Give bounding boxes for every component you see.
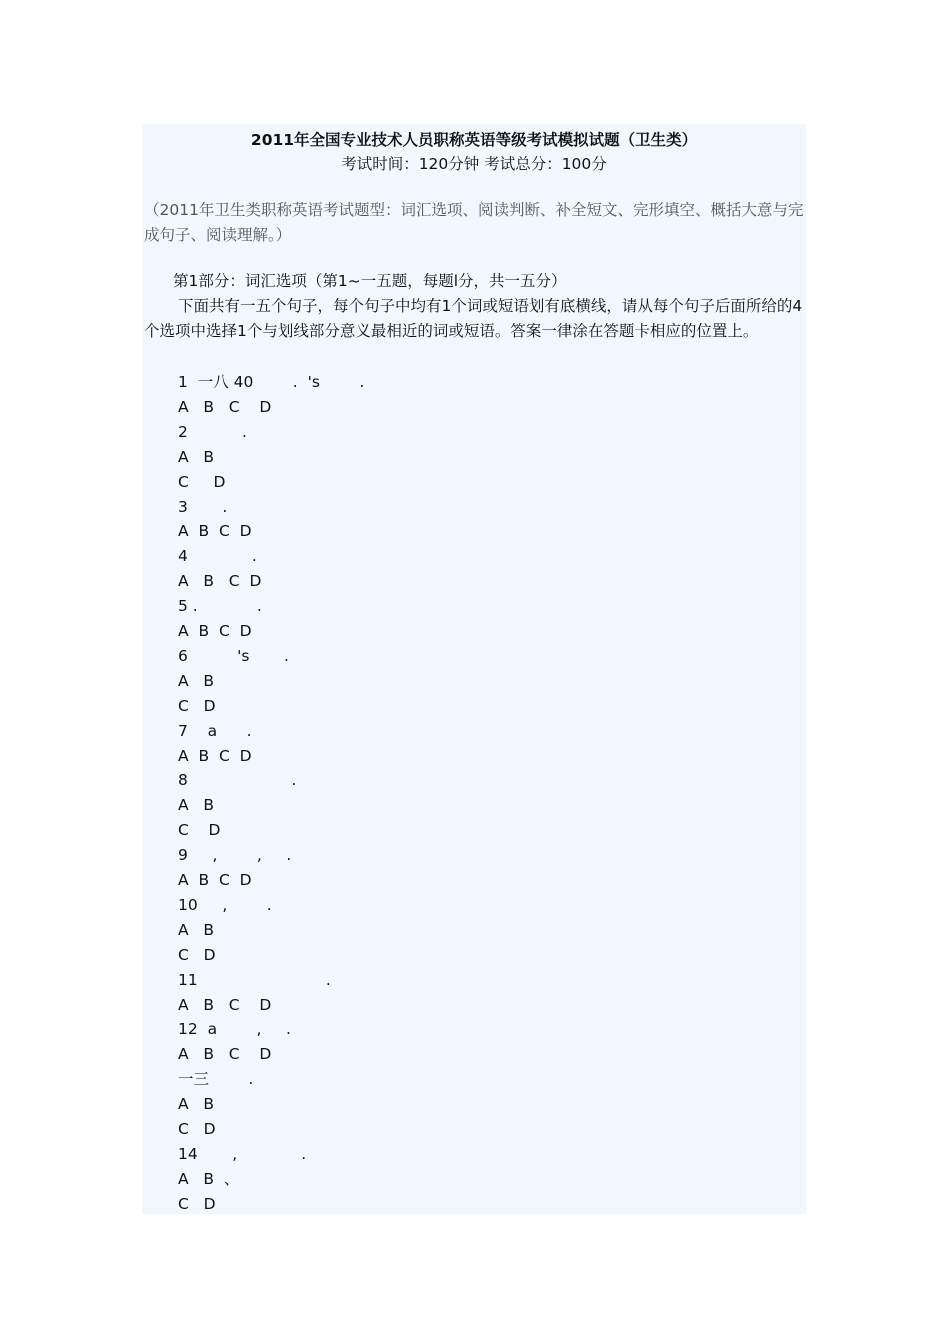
question-line: C D: [178, 1120, 216, 1138]
question-line: 12 a , .: [178, 1020, 291, 1039]
question-line: 1 一八 40 . 's .: [178, 373, 365, 391]
document-page: [142, 124, 806, 1214]
question-line: 11 .: [178, 970, 331, 989]
question-line: 9 , , .: [178, 846, 292, 865]
question-line: 一三 .: [178, 1070, 254, 1089]
question-line: 8 .: [178, 771, 297, 790]
question-line: 5 . .: [178, 597, 262, 616]
exam-info: 考试时间：120分钟 考试总分：100分: [341, 155, 607, 173]
question-line: C D: [178, 821, 221, 840]
question-line: 6 's .: [178, 646, 289, 665]
question-line: 14 , .: [178, 1144, 307, 1163]
document-title: 2011年全国专业技术人员职称英语等级考试模拟试题（卫生类）: [250, 131, 698, 149]
question-line: A B: [178, 920, 215, 939]
question-line: 4 .: [178, 547, 257, 566]
question-line: A B C D: [178, 622, 252, 640]
question-line: A B C D: [178, 1045, 272, 1064]
section-heading: 第1部分：词汇选项（第1~一五题，每题l分，共一五分）: [173, 272, 567, 290]
question-line: A B: [178, 671, 215, 690]
question-line: A B 、: [178, 1169, 240, 1188]
question-line: A B C D: [178, 397, 272, 416]
question-line: A B C D: [178, 572, 262, 591]
question-line: C D: [178, 696, 216, 715]
question-line: C D: [178, 945, 216, 964]
question-line: A B: [178, 447, 215, 466]
question-line: A B C D: [178, 522, 252, 541]
section-instructions: 下面共有一五个句子，每个句子中均有1个词或短语划有底横线，请从每个句子后面所给的4个选项中选择1个与划线部分意义最相近的词或短语。答案一律涂在答题卡相应的位置上。: [144, 297, 803, 340]
question-line: C D: [178, 1194, 216, 1213]
question-line: 7 a .: [178, 721, 252, 740]
question-line: A B: [178, 796, 215, 815]
question-line: 10 , .: [178, 895, 272, 914]
question-line: A B C D: [178, 746, 252, 765]
question-types-note: （2011年卫生类职称英语考试题型：词汇选项、阅读判断、补全短文、完形填空、概括大意与完成句子、阅读理解。）: [144, 201, 804, 244]
question-line: A B: [178, 1095, 215, 1114]
question-line: 3 .: [178, 497, 228, 516]
question-line: A B C D: [178, 995, 272, 1014]
question-line: A B C D: [178, 871, 252, 889]
question-line: C D: [178, 472, 226, 491]
question-line: 2 .: [178, 422, 247, 441]
